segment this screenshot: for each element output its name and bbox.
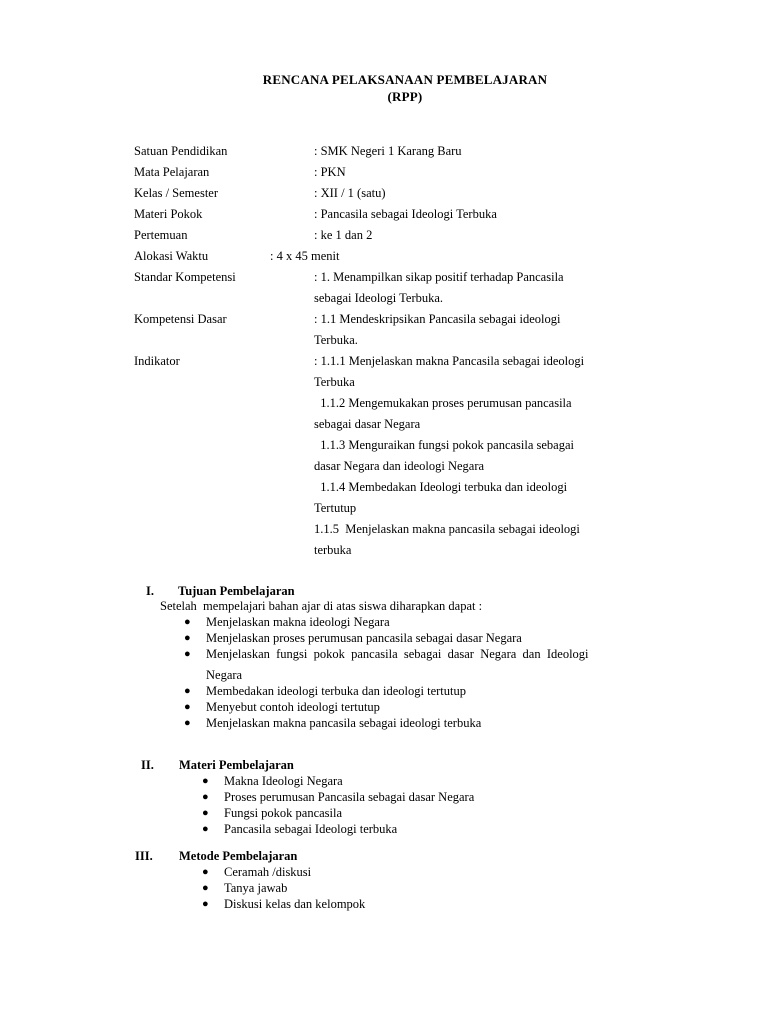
list-item-text: Ceramah /diskusi — [224, 865, 312, 879]
document-title: RENCANA PELAKSANAAN PEMBELAJARAN — [262, 72, 548, 87]
field-kelas-semester — [134, 183, 694, 204]
field-standar-kompetensi — [134, 267, 694, 288]
indikator-line: Tertutup — [314, 501, 357, 515]
list-item — [146, 715, 686, 731]
field-value: : 1. Menampilkan sikap positif terhadap Pancasila — [314, 270, 564, 284]
indikator-line: 1.1.4 Membedakan Ideologi terbuka dan ideologi — [314, 480, 568, 494]
materi-list — [141, 773, 661, 837]
bullet-icon: ● — [202, 866, 209, 878]
list-item — [146, 683, 686, 699]
bullet-icon: ● — [202, 775, 209, 787]
indikator-line: 1.1.2 Mengemukakan proses perumusan pancasila — [314, 396, 572, 410]
list-item-text: Menjelaskan fungsi pokok pancasila sebagai dasar Negara dan Ideologi — [206, 647, 589, 661]
indikator-line: terbuka — [314, 543, 352, 557]
field-label: Standar Kompetensi — [134, 270, 236, 284]
list-item — [141, 773, 661, 789]
section-materi — [141, 757, 661, 837]
list-item — [146, 646, 686, 667]
field-value: : ke 1 dan 2 — [314, 228, 373, 242]
bullet-icon: ● — [202, 807, 209, 819]
field-mata-pelajaran — [134, 162, 694, 183]
section-title: Tujuan Pembelajaran — [178, 584, 295, 598]
indikator-line: sebagai dasar Negara — [314, 417, 421, 431]
list-item-text: Membedakan ideologi terbuka dan ideologi tertutup — [206, 684, 466, 698]
indikator-line: dasar Negara dan ideologi Negara — [314, 459, 485, 473]
list-item — [146, 614, 686, 630]
list-item-continuation — [146, 667, 686, 683]
bullet-icon: ● — [184, 632, 191, 644]
list-item-text: Menjelaskan makna ideologi Negara — [206, 615, 390, 629]
field-kompetensi-dasar — [134, 309, 694, 330]
list-item-text: Makna Ideologi Negara — [224, 774, 343, 788]
field-value-continuation: Terbuka. — [314, 333, 358, 347]
section-number: II. — [141, 758, 154, 772]
bullet-icon: ● — [202, 898, 209, 910]
field-alokasi-waktu — [134, 246, 694, 267]
indikator-line: 1.1.3 Menguraikan fungsi pokok pancasila sebagai — [314, 438, 575, 452]
list-item — [141, 821, 661, 837]
list-item-text: Negara — [206, 668, 243, 682]
list-item-text: Pancasila sebagai Ideologi terbuka — [224, 822, 398, 836]
bullet-icon: ● — [184, 685, 191, 697]
field-label: Pertemuan — [134, 228, 188, 242]
list-item-text: Fungsi pokok pancasila — [224, 806, 343, 820]
tujuan-list — [146, 614, 686, 731]
field-value: : Pancasila sebagai Ideologi Terbuka — [314, 207, 497, 221]
section-number: III. — [135, 849, 153, 863]
list-item-text: Diskusi kelas dan kelompok — [224, 897, 366, 911]
field-value: : SMK Negeri 1 Karang Baru — [314, 144, 462, 158]
field-value: : 4 x 45 menit — [270, 249, 340, 263]
document-subtitle: (RPP) — [387, 89, 423, 104]
field-pertemuan — [134, 225, 694, 246]
bullet-icon: ● — [184, 648, 191, 660]
list-item-text: Menyebut contoh ideologi tertutup — [206, 700, 380, 714]
bullet-icon: ● — [184, 717, 191, 729]
list-item — [135, 864, 655, 880]
metode-list — [135, 864, 655, 912]
indikator-line: Terbuka — [314, 375, 355, 389]
field-label: Alokasi Waktu — [134, 249, 209, 263]
list-item — [141, 805, 661, 821]
list-item — [135, 880, 655, 896]
bullet-icon: ● — [202, 791, 209, 803]
field-indikator — [134, 351, 694, 372]
list-item-text: Proses perumusan Pancasila sebagai dasar Negara — [224, 790, 475, 804]
section-heading — [135, 848, 655, 864]
list-item — [141, 789, 661, 805]
bullet-icon: ● — [184, 701, 191, 713]
field-label: Kelas / Semester — [134, 186, 219, 200]
list-item-text: Tanya jawab — [224, 881, 288, 895]
field-satuan-pendidikan — [134, 141, 694, 162]
section-heading — [146, 583, 686, 599]
indikator-line: : 1.1.1 Menjelaskan makna Pancasila sebagai ideologi — [314, 354, 585, 368]
field-label: Satuan Pendidikan — [134, 144, 228, 158]
field-materi-pokok — [134, 204, 694, 225]
bullet-icon: ● — [202, 823, 209, 835]
field-label: Mata Pelajaran — [134, 165, 210, 179]
list-item — [135, 896, 655, 912]
section-heading — [141, 757, 661, 773]
indikator-line: 1.1.5 Menjelaskan makna pancasila sebagai ideologi — [314, 522, 580, 536]
section-metode — [135, 848, 655, 912]
section-title: Materi Pembelajaran — [179, 758, 294, 772]
identity-block — [134, 141, 694, 561]
bullet-icon: ● — [184, 616, 191, 628]
field-label: Indikator — [134, 354, 180, 368]
field-value: : PKN — [314, 165, 346, 179]
section-title: Metode Pembelajaran — [179, 849, 298, 863]
list-item-text: Menjelaskan proses perumusan pancasila sebagai dasar Negara — [206, 631, 522, 645]
field-label: Kompetensi Dasar — [134, 312, 227, 326]
field-label: Materi Pokok — [134, 207, 203, 221]
list-item — [146, 630, 686, 646]
field-value: : XII / 1 (satu) — [314, 186, 386, 200]
bullet-icon: ● — [202, 882, 209, 894]
field-value: : 1.1 Mendeskripsikan Pancasila sebagai ideologi — [314, 312, 561, 326]
field-value-continuation: sebagai Ideologi Terbuka. — [314, 291, 444, 305]
section-intro: Setelah mempelajari bahan ajar di atas siswa diharapkan dapat : — [160, 599, 483, 613]
section-number: I. — [146, 584, 154, 598]
section-tujuan — [146, 583, 686, 731]
list-item — [146, 699, 686, 715]
list-item-text: Menjelaskan makna pancasila sebagai ideologi terbuka — [206, 716, 482, 730]
